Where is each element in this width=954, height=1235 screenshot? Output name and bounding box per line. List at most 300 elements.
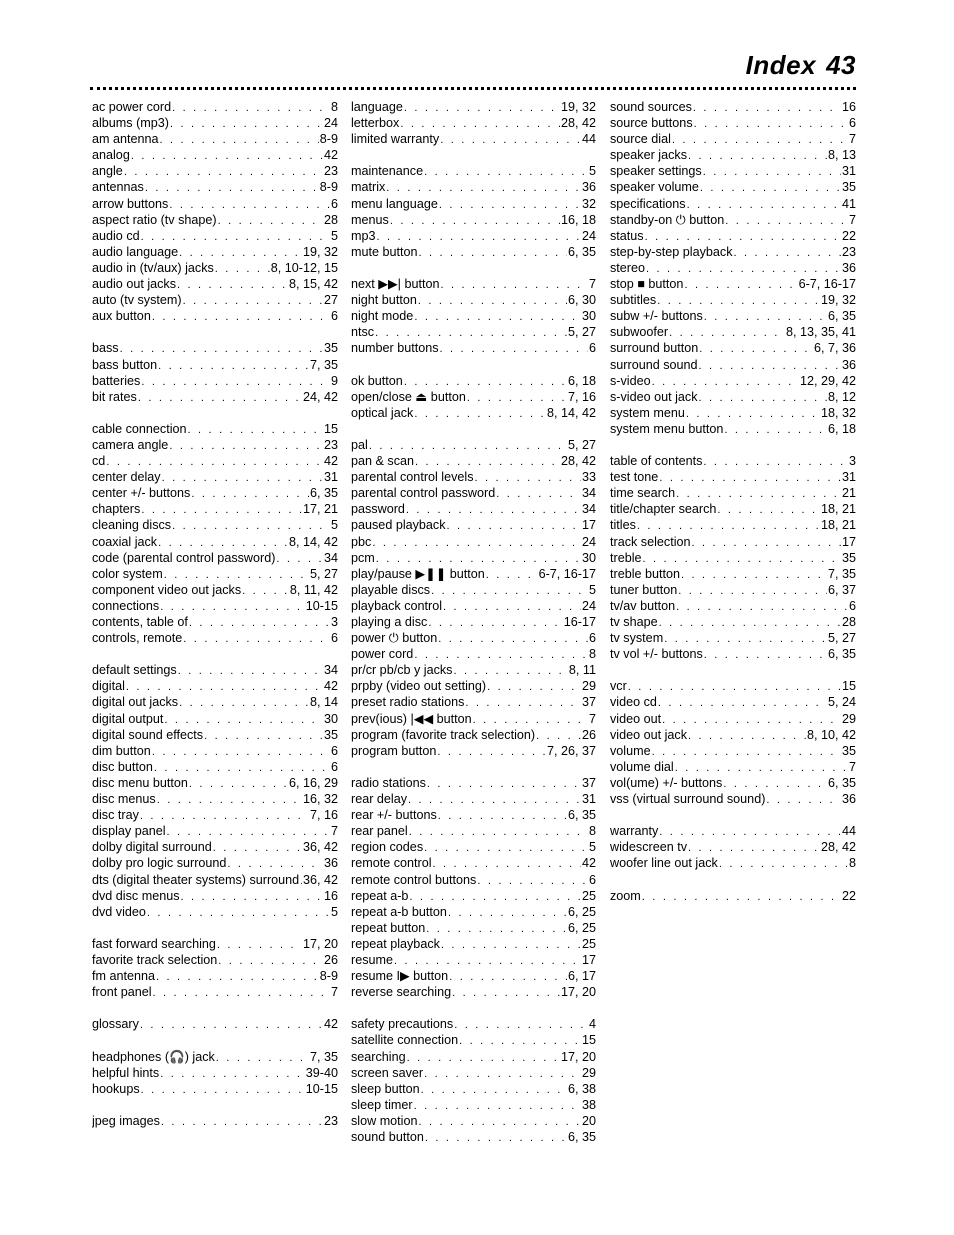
dot-leader [408,792,581,807]
dot-leader [404,374,567,389]
dot-leader [437,744,546,759]
dot-leader [167,824,330,839]
index-term: treble button [610,566,681,581]
index-pages: 28 [841,615,856,629]
index-term: source dial [610,132,671,147]
index-term: radio stations [351,775,426,790]
index-term: table of contents [610,454,703,469]
page-number: 43 [826,50,856,80]
index-pages: 31 [323,470,338,485]
index-term: dts (digital theater systems) surround [92,872,300,887]
index-entry [351,662,596,678]
dot-leader [181,889,323,904]
index-entry [351,598,596,614]
index-entry [92,968,338,984]
dot-leader [704,309,827,324]
index-term: night mode [351,309,414,324]
index-entry [92,147,338,163]
index-entry [92,517,338,533]
dot-leader [218,213,323,228]
index-term: antennas [92,180,144,195]
dot-leader [169,197,330,212]
dot-leader [692,535,841,550]
index-term: disc button [92,759,153,774]
index-term: center +/- buttons [92,486,191,501]
index-pages: 7, 16 [309,808,338,823]
index-term: playback control [351,598,443,613]
index-entry [92,550,338,566]
dot-leader [440,132,581,147]
index-term: am antenna [92,132,159,147]
index-entry [610,614,856,630]
index-pages: 20 [581,1113,596,1128]
index-column-2 [351,99,596,1145]
index-pages: 6 [848,116,856,131]
index-term: tv vol +/- buttons [610,647,703,662]
index-term: rear panel [351,824,408,839]
index-pages: 8, 14, 42 [288,534,338,549]
index-pages: 25 [581,936,596,951]
index-entry [351,469,596,485]
index-pages: 5 [588,840,596,855]
index-pages: 6, 7, 36 [813,341,856,356]
index-pages: 5, 27 [309,566,338,581]
index-pages: 4 [588,1017,596,1032]
dot-leader [440,277,588,292]
dot-leader [419,1114,581,1129]
index-entry [610,534,856,550]
index-entry [610,340,856,356]
index-pages: 6, 37 [827,582,856,597]
index-term: speaker jacks [610,148,687,163]
index-entry [92,485,338,501]
index-term: slow motion [351,1113,418,1128]
index-entry [351,1032,596,1048]
index-pages: 39-40 [305,1065,338,1080]
index-entry [351,340,596,356]
index-pages: 24 [581,534,596,549]
index-pages: 8 [848,856,856,871]
index-entry [92,534,338,550]
section-gap [351,759,596,775]
index-pages: 42 [323,1017,338,1032]
index-term: parental control levels [351,470,474,485]
dot-leader [669,325,785,340]
index-pages: 6-7, 16-17 [798,277,856,292]
dot-leader [183,293,323,308]
index-pages: 6, 35 [567,808,596,823]
index-entry [92,212,338,228]
index-pages: 10-15 [305,1081,338,1096]
dot-leader [172,100,330,115]
index-term: reverse searching [351,985,452,1000]
index-term: resume I▶ button [351,969,449,984]
dot-leader [496,486,581,501]
index-term: s-video [610,373,651,388]
dot-leader [369,438,567,453]
index-entry [92,292,338,308]
index-entry [351,196,596,212]
index-entry [610,421,856,437]
section-gap [351,1000,596,1016]
index-entry [92,566,338,582]
dot-leader [699,390,827,405]
dot-leader [377,229,581,244]
dot-leader [421,1082,567,1097]
index-entry [351,115,596,131]
index-term: connections [92,598,160,613]
index-term: component video out jacks [92,582,242,597]
index-entry [351,1113,596,1129]
index-pages: 19, 32 [560,100,596,114]
index-entry [351,99,596,115]
index-term: safety precautions [351,1017,454,1032]
index-pages: 29 [581,1065,596,1080]
section-gap [92,1000,338,1016]
index-term: satellite connection [351,1033,459,1048]
index-term: parental control password [351,486,496,501]
section-gap [92,405,338,421]
index-term: vol(ume) +/- buttons [610,775,723,790]
index-term: searching [351,1049,406,1064]
index-term: display panel [92,824,166,839]
dot-leader [183,631,330,646]
index-pages: 6, 35 [827,647,856,662]
index-pages: 8, 14, 42 [546,405,596,420]
index-pages: 26 [581,727,596,742]
index-pages: 17, 20 [560,1049,596,1064]
index-entry [92,839,338,855]
index-entry [92,727,338,743]
index-pages: 7, 16 [567,389,596,404]
index-entry [92,373,338,389]
index-term: track selection [610,534,691,549]
index-pages: 8-9 [319,132,338,147]
index-pages: 17 [581,518,596,533]
index-term: tuner button [610,582,678,597]
index-entry [92,501,338,517]
index-term: dim button [92,743,151,758]
index-term: open/close ⏏ button [351,389,466,404]
index-entry [92,711,338,727]
index-entry [92,228,338,244]
index-pages: 44 [841,824,856,839]
dot-leader [189,776,288,791]
index-term: ntsc [351,325,375,340]
index-pages: 6 [330,743,338,758]
index-entry [351,373,596,389]
index-entry [92,179,338,195]
index-term: prpby (video out setting) [351,679,487,694]
index-entry [351,179,596,195]
index-pages: 17 [841,534,856,549]
dot-leader [160,1066,305,1081]
index-entry [92,1081,338,1097]
dot-leader [427,776,581,791]
index-entry [351,727,596,743]
index-term: power ⏻ button [351,631,438,646]
dot-leader [153,985,330,1000]
index-term: resume [351,952,393,967]
index-entry [92,389,338,405]
dot-leader [424,1066,581,1081]
page-title-text: Index [745,50,817,80]
index-entry [351,936,596,952]
index-pages: 34 [581,486,596,501]
dot-leader [147,905,330,920]
index-entry [610,630,856,646]
index-pages: 8 [588,647,596,662]
index-entry [351,807,596,823]
index-term: rear +/- buttons [351,808,437,823]
index-entry [351,1049,596,1065]
index-pages: 6, 17 [567,969,596,984]
dot-leader [704,647,827,662]
index-pages: 16-17 [563,615,596,629]
dot-leader [438,808,567,823]
dot-leader [438,631,588,646]
dot-leader [157,792,302,807]
index-pages: 35 [841,550,856,565]
index-term: mp3 [351,228,376,243]
index-term: menu language [351,196,438,211]
dot-leader [414,647,588,662]
dot-leader [161,1114,323,1129]
index-term: system menu [610,405,685,420]
index-entry [610,823,856,839]
index-entry [351,678,596,694]
index-pages: 44 [581,132,596,147]
dot-leader [426,921,567,936]
section-gap [610,807,856,823]
index-entry [610,99,856,115]
index-pages: 42 [323,454,338,469]
index-pages: 8, 12 [827,389,856,404]
index-entry [92,630,338,646]
dot-leader [681,567,827,582]
dot-leader [659,470,841,485]
index-pages: 26 [323,952,338,967]
index-entry [351,743,596,759]
index-term: letterbox [351,116,400,131]
dot-leader [164,712,323,727]
dot-leader [664,631,827,646]
index-entry [92,984,338,1000]
index-term: rear delay [351,792,408,807]
dot-leader [215,261,270,276]
dot-leader [172,518,330,533]
index-pages: 8-9 [319,969,338,984]
dot-leader [652,744,841,759]
dot-leader [152,309,330,324]
dot-leader [536,728,581,743]
index-pages: 36, 42 [302,872,338,887]
index-pages: 8, 15, 42 [288,277,338,292]
index-term: play/pause ▶❚❚ button [351,566,485,581]
dot-leader [300,873,302,888]
index-entry [92,453,338,469]
index-pages: 7 [848,132,856,147]
index-entry [610,357,856,373]
dot-leader [164,567,309,582]
index-term: pbc [351,534,372,549]
index-term: standby-on ⏻ button [610,212,725,227]
dot-leader [719,856,848,871]
index-entry [610,485,856,501]
index-pages: 17, 21 [302,502,338,517]
dot-leader [140,1017,323,1032]
index-pages: 28, 42 [560,454,596,469]
dot-leader [158,535,288,550]
index-entry [351,775,596,791]
index-term: fast forward searching [92,936,216,951]
index-pages: 8, 14 [309,695,338,710]
index-pages: 5, 27 [567,325,596,340]
index-pages: 19, 32 [820,293,856,308]
index-entry [92,1016,338,1032]
dot-leader [652,374,799,389]
index-term: treble [610,550,642,565]
dot-leader [218,953,323,968]
index-entry [351,1065,596,1081]
dot-leader [154,760,330,775]
dot-leader [453,663,567,678]
section-gap [92,646,338,662]
index-term: sleep button [351,1081,420,1096]
index-pages: 28, 42 [560,116,596,131]
dot-leader [424,840,588,855]
dot-leader [703,164,841,179]
index-entry [92,952,338,968]
index-term: arrow buttons [92,196,169,211]
index-entry [92,196,338,212]
dot-leader [687,197,841,212]
index-pages: 7, 35 [309,357,338,372]
index-entry [92,115,338,131]
index-pages: 38 [581,1097,596,1112]
index-entry [92,308,338,324]
index-entry [92,437,338,453]
index-entry [92,872,338,888]
dot-leader [276,551,323,566]
index-pages: 42 [323,148,338,163]
index-pages: 6, 18 [827,421,856,436]
index-term: dvd disc menus [92,888,180,903]
dot-leader [723,776,827,791]
dot-leader [452,985,560,1000]
index-term: front panel [92,985,152,1000]
index-pages: 18, 21 [820,502,856,517]
index-term: program button [351,743,437,758]
section-gap [351,357,596,373]
index-entry [610,711,856,727]
index-term: vss (virtual surround sound) [610,792,766,807]
index-entry [92,678,338,694]
index-term: stop ■ button [610,277,684,292]
index-term: color system [92,566,163,581]
index-entry [92,888,338,904]
index-term: sound button [351,1130,424,1144]
index-term: disc tray [92,808,139,823]
index-pages: 18, 32 [820,405,856,420]
dot-leader [179,245,302,260]
index-term: fm antenna [92,969,156,984]
index-entry [351,920,596,936]
index-term: password [351,502,405,517]
dot-leader [424,164,588,179]
index-pages: 5 [588,164,596,179]
index-pages: 17, 20 [560,985,596,1000]
index-term: dolby digital surround [92,840,212,855]
dot-leader [699,341,813,356]
index-entry [92,99,338,115]
index-pages: 16 [841,100,856,114]
index-term: optical jack [351,405,414,420]
index-entry [351,630,596,646]
index-term: pcm [351,550,375,565]
index-pages: 31 [581,792,596,807]
index-term: dolby pro logic surround [92,856,227,871]
index-pages: 7, 35 [827,566,856,581]
dot-leader [406,502,581,517]
index-term: tv shape [610,615,658,629]
dot-leader [487,679,581,694]
dot-leader [191,486,309,501]
index-pages: 35 [323,341,338,356]
dot-leader [156,969,319,984]
dot-leader [734,245,841,260]
index-term: digital out jacks [92,695,179,710]
index-pages: 23 [323,1113,338,1128]
index-term: program (favorite track selection) [351,727,536,742]
index-pages: 6, 30 [567,293,596,308]
index-entry [610,775,856,791]
dot-leader [628,679,841,694]
index-term: aux button [92,309,151,324]
dot-leader [688,728,806,743]
index-term: default settings [92,663,177,678]
index-entry [610,292,856,308]
index-pages: 23 [841,244,856,259]
index-pages: 7 [330,824,338,839]
index-term: test tone [610,470,659,485]
index-pages: 36 [581,180,596,195]
index-pages: 29 [841,711,856,726]
dot-leader [177,277,288,292]
index-entry [92,791,338,807]
index-term: favorite track selection [92,952,218,967]
index-term: coaxial jack [92,534,158,549]
index-term: power cord [351,647,414,662]
section-gap [92,324,338,340]
index-term: title/chapter search [610,502,717,517]
index-pages: 7 [848,759,856,774]
index-pages: 24, 42 [302,389,338,404]
index-term: audio out jacks [92,277,177,292]
dot-leader [204,728,323,743]
index-pages: 23 [323,437,338,452]
dot-leader [465,695,581,710]
index-pages: 6, 38 [567,1081,596,1096]
index-term: menus [351,212,389,227]
dot-leader [473,712,588,727]
index-entry [92,598,338,614]
dot-leader [409,824,588,839]
index-entry [610,469,856,485]
index-term: maintenance [351,164,424,179]
dot-leader [141,374,330,389]
dot-leader [404,100,560,115]
